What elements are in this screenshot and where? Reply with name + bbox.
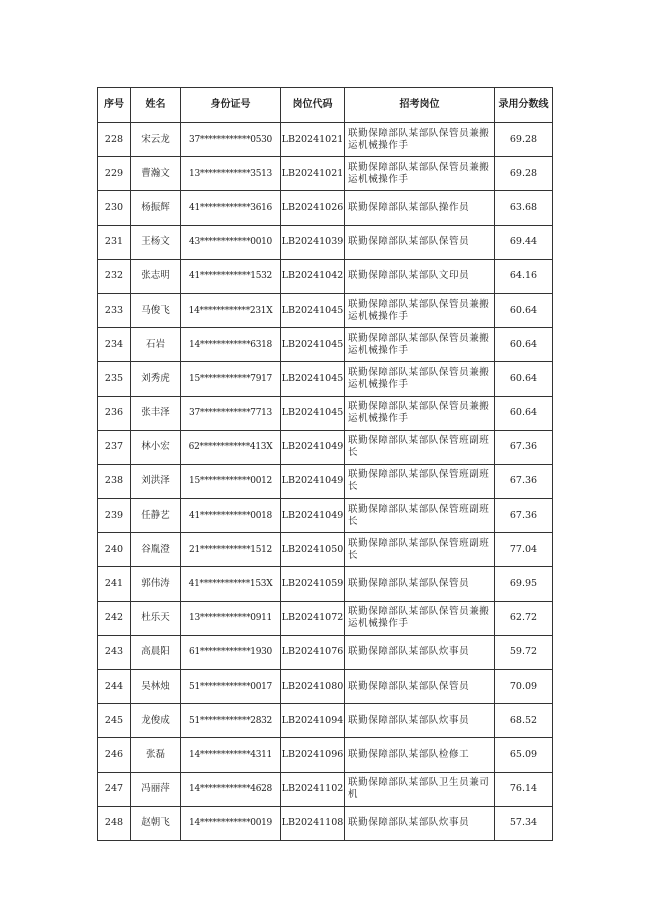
cell-index: 241	[98, 567, 131, 601]
cell-position-code: LB20241045	[281, 362, 345, 396]
cell-id-number: 41************1532	[181, 259, 281, 293]
cell-position: 联勤保障部队某部队保管员兼搬运机械操作手	[345, 396, 495, 430]
cell-score: 60.64	[495, 328, 553, 362]
cell-name: 任静艺	[131, 499, 181, 533]
cell-name: 张丰泽	[131, 396, 181, 430]
cell-index: 236	[98, 396, 131, 430]
cell-id-number: 41************0018	[181, 499, 281, 533]
cell-score: 60.64	[495, 293, 553, 327]
cell-position: 联勤保障部队某部队保管员兼搬运机械操作手	[345, 293, 495, 327]
cell-score: 69.28	[495, 157, 553, 191]
cell-position: 联勤保障部队某部队保管员兼搬运机械操作手	[345, 328, 495, 362]
cell-id-number: 62************413X	[181, 430, 281, 464]
table-row	[98, 635, 553, 669]
cell-index: 239	[98, 499, 131, 533]
cell-position: 联勤保障部队某部队保管员兼搬运机械操作手	[345, 362, 495, 396]
cell-id-number: 41************3616	[181, 191, 281, 225]
table-row	[98, 601, 553, 635]
cell-id-number: 13************0911	[181, 601, 281, 635]
cell-position: 联勤保障部队某部队操作员	[345, 191, 495, 225]
cell-index: 244	[98, 670, 131, 704]
cell-name: 马俊飞	[131, 293, 181, 327]
cell-id-number: 14************6318	[181, 328, 281, 362]
cell-name: 林小宏	[131, 430, 181, 464]
cell-score: 60.64	[495, 396, 553, 430]
header-position: 招考岗位	[345, 88, 495, 123]
cell-position-code: LB20241072	[281, 601, 345, 635]
cell-score: 57.34	[495, 806, 553, 840]
cell-position-code: LB20241108	[281, 806, 345, 840]
cell-position: 联勤保障部队某部队保管员	[345, 670, 495, 704]
admission-table	[97, 87, 553, 841]
cell-position-code: LB20241102	[281, 772, 345, 806]
table-row	[98, 430, 553, 464]
table-row	[98, 738, 553, 772]
cell-id-number: 21************1512	[181, 533, 281, 567]
cell-index: 235	[98, 362, 131, 396]
table-row	[98, 328, 553, 362]
header-index: 序号	[98, 88, 131, 123]
cell-score: 60.64	[495, 362, 553, 396]
cell-position: 联勤保障部队某部队保管员	[345, 567, 495, 601]
cell-position: 联勤保障部队某部队保管员兼搬运机械操作手	[345, 123, 495, 157]
cell-position-code: LB20241076	[281, 635, 345, 669]
cell-score: 69.95	[495, 567, 553, 601]
table-row	[98, 396, 553, 430]
header-score-line: 录用分数线	[495, 88, 553, 123]
cell-position: 联勤保障部队某部队炊事员	[345, 806, 495, 840]
cell-id-number: 61************1930	[181, 635, 281, 669]
cell-index: 228	[98, 123, 131, 157]
table-row	[98, 499, 553, 533]
cell-id-number: 43************0010	[181, 225, 281, 259]
cell-id-number: 14************4628	[181, 772, 281, 806]
table-row	[98, 191, 553, 225]
cell-position: 联勤保障部队某部队保管班副班长	[345, 499, 495, 533]
cell-index: 245	[98, 704, 131, 738]
cell-index: 229	[98, 157, 131, 191]
cell-id-number: 51************0017	[181, 670, 281, 704]
cell-score: 67.36	[495, 430, 553, 464]
cell-id-number: 14************231X	[181, 293, 281, 327]
cell-score: 76.14	[495, 772, 553, 806]
cell-name: 曹瀚文	[131, 157, 181, 191]
cell-position: 联勤保障部队某部队保管员兼搬运机械操作手	[345, 601, 495, 635]
cell-id-number: 14************4311	[181, 738, 281, 772]
cell-index: 240	[98, 533, 131, 567]
cell-position-code: LB20241094	[281, 704, 345, 738]
cell-name: 宋云龙	[131, 123, 181, 157]
header-position-code: 岗位代码	[281, 88, 345, 123]
cell-position-code: LB20241096	[281, 738, 345, 772]
cell-position-code: LB20241049	[281, 464, 345, 498]
table-row	[98, 225, 553, 259]
cell-score: 77.04	[495, 533, 553, 567]
cell-name: 石岩	[131, 328, 181, 362]
table-row	[98, 259, 553, 293]
table-row	[98, 293, 553, 327]
cell-position-code: LB20241059	[281, 567, 345, 601]
cell-id-number: 37************0530	[181, 123, 281, 157]
cell-score: 67.36	[495, 464, 553, 498]
table-row	[98, 772, 553, 806]
cell-position-code: LB20241045	[281, 396, 345, 430]
cell-position: 联勤保障部队某部队检修工	[345, 738, 495, 772]
table-header-row	[98, 88, 553, 123]
cell-position: 联勤保障部队某部队保管员	[345, 225, 495, 259]
cell-score: 64.16	[495, 259, 553, 293]
cell-score: 70.09	[495, 670, 553, 704]
cell-index: 232	[98, 259, 131, 293]
cell-score: 67.36	[495, 499, 553, 533]
cell-name: 刘洪泽	[131, 464, 181, 498]
cell-position-code: LB20241045	[281, 328, 345, 362]
cell-position-code: LB20241049	[281, 499, 345, 533]
cell-position: 联勤保障部队某部队炊事员	[345, 704, 495, 738]
table-row	[98, 362, 553, 396]
cell-position: 联勤保障部队某部队保管班副班长	[345, 430, 495, 464]
cell-position: 联勤保障部队某部队文印员	[345, 259, 495, 293]
cell-score: 63.68	[495, 191, 553, 225]
cell-id-number: 15************7917	[181, 362, 281, 396]
cell-name: 王杨文	[131, 225, 181, 259]
cell-name: 刘秀虎	[131, 362, 181, 396]
cell-index: 233	[98, 293, 131, 327]
cell-id-number: 15************0012	[181, 464, 281, 498]
cell-position-code: LB20241026	[281, 191, 345, 225]
cell-index: 231	[98, 225, 131, 259]
cell-index: 246	[98, 738, 131, 772]
cell-position-code: LB20241049	[281, 430, 345, 464]
cell-index: 243	[98, 635, 131, 669]
cell-position-code: LB20241021	[281, 157, 345, 191]
header-name: 姓名	[131, 88, 181, 123]
cell-name: 杜乐天	[131, 601, 181, 635]
cell-position-code: LB20241080	[281, 670, 345, 704]
cell-position: 联勤保障部队某部队卫生员兼司机	[345, 772, 495, 806]
cell-position: 联勤保障部队某部队保管班副班长	[345, 533, 495, 567]
cell-position-code: LB20241050	[281, 533, 345, 567]
cell-name: 杨振辉	[131, 191, 181, 225]
cell-score: 69.28	[495, 123, 553, 157]
cell-position: 联勤保障部队某部队保管员兼搬运机械操作手	[345, 157, 495, 191]
cell-score: 68.52	[495, 704, 553, 738]
cell-id-number: 51************2832	[181, 704, 281, 738]
cell-score: 59.72	[495, 635, 553, 669]
cell-index: 242	[98, 601, 131, 635]
cell-id-number: 13************3513	[181, 157, 281, 191]
header-id-number: 身份证号	[181, 88, 281, 123]
cell-id-number: 14************0019	[181, 806, 281, 840]
cell-id-number: 41************153X	[181, 567, 281, 601]
cell-score: 65.09	[495, 738, 553, 772]
table-row	[98, 464, 553, 498]
cell-name: 冯丽萍	[131, 772, 181, 806]
cell-index: 237	[98, 430, 131, 464]
cell-index: 248	[98, 806, 131, 840]
table-row	[98, 704, 553, 738]
cell-name: 张志明	[131, 259, 181, 293]
cell-index: 238	[98, 464, 131, 498]
cell-index: 230	[98, 191, 131, 225]
table-row	[98, 670, 553, 704]
cell-position-code: LB20241039	[281, 225, 345, 259]
cell-id-number: 37************7713	[181, 396, 281, 430]
cell-score: 62.72	[495, 601, 553, 635]
cell-name: 龙俊成	[131, 704, 181, 738]
table-row	[98, 806, 553, 840]
table-row	[98, 157, 553, 191]
cell-score: 69.44	[495, 225, 553, 259]
cell-position-code: LB20241045	[281, 293, 345, 327]
cell-name: 吴林烛	[131, 670, 181, 704]
cell-name: 赵朝飞	[131, 806, 181, 840]
cell-index: 247	[98, 772, 131, 806]
cell-position: 联勤保障部队某部队保管班副班长	[345, 464, 495, 498]
cell-name: 张磊	[131, 738, 181, 772]
cell-name: 郭伟涛	[131, 567, 181, 601]
cell-position-code: LB20241042	[281, 259, 345, 293]
cell-name: 高晨阳	[131, 635, 181, 669]
cell-index: 234	[98, 328, 131, 362]
table-row	[98, 533, 553, 567]
table-row	[98, 123, 553, 157]
table-row	[98, 567, 553, 601]
cell-position-code: LB20241021	[281, 123, 345, 157]
cell-position: 联勤保障部队某部队炊事员	[345, 635, 495, 669]
cell-name: 谷胤澄	[131, 533, 181, 567]
